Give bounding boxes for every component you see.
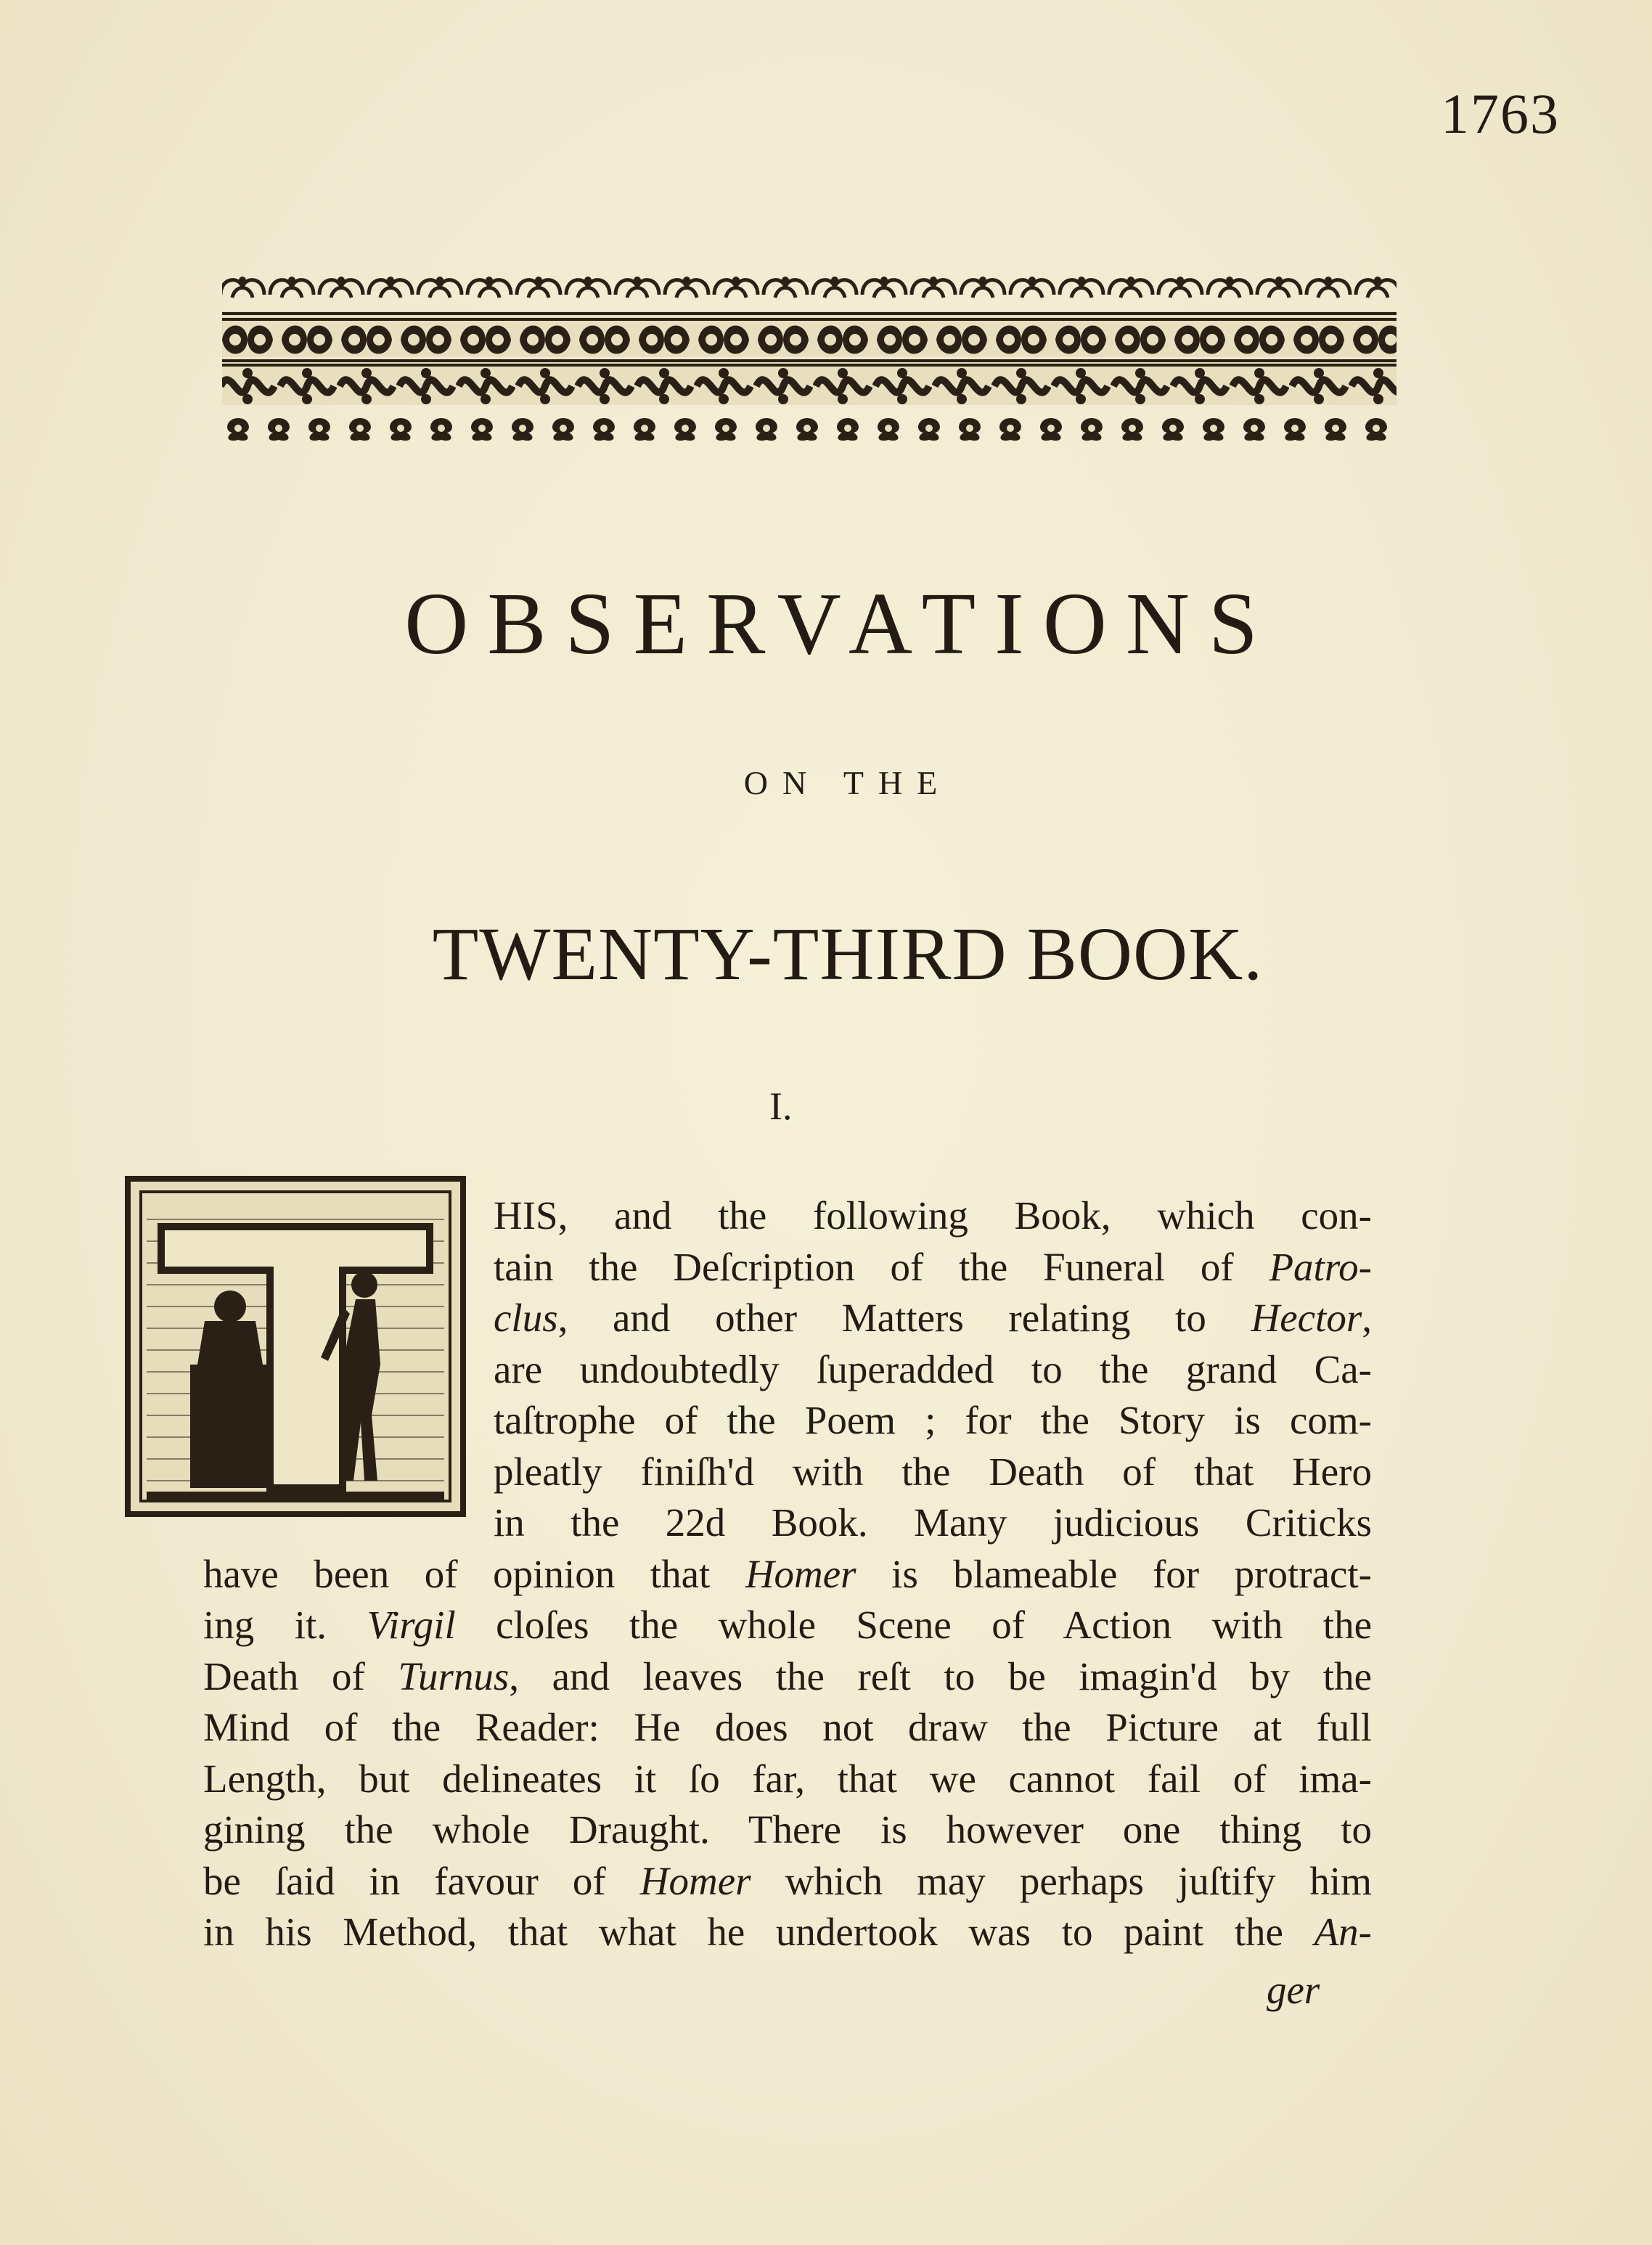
- section-number: I.: [769, 1084, 793, 1128]
- text-line: Death of Turnus, and leaves the reſt to be imagin'd by the: [203, 1653, 1372, 1698]
- body-paragraph: [203, 1190, 1372, 1958]
- decorative-headpiece: [218, 270, 1401, 444]
- text-line: tain the Deſcription of the Funeral of Patro-: [494, 1244, 1372, 1289]
- text-line: ing it. Virgil cloſes the whole Scene of Action with the: [203, 1603, 1372, 1647]
- text-line: in the 22d Book. Many judicious Criticks: [494, 1500, 1372, 1545]
- catchword: ger: [1267, 1968, 1320, 2012]
- text-line: in his Method, that what he undertook was to paint the An-: [203, 1910, 1372, 1954]
- text-line: have been of opinion that Homer is blameable for protract-: [203, 1551, 1372, 1596]
- text-line: be ſaid in favour of Homer which may perhaps juſtify him: [203, 1858, 1372, 1903]
- page-number: 1763: [1441, 82, 1560, 145]
- text-line: are undoubtedly ſuperadded to the grand Ca-: [494, 1346, 1372, 1391]
- text-line: taſtrophe of the Poem ; for the Story is com-: [494, 1398, 1372, 1442]
- title-connector: ON THE: [743, 764, 952, 801]
- main-title: OBSERVATIONS: [404, 575, 1277, 673]
- text-line: clus, and other Matters relating to Hector,: [494, 1296, 1372, 1340]
- text-line: pleatly finiſh'd with the Death of that Hero: [494, 1449, 1372, 1494]
- text-line: gining the whole Draught. There is however one thing to: [203, 1807, 1372, 1852]
- text-line: HIS, and the following Book, which con-: [494, 1193, 1372, 1238]
- book-title: TWENTY-THIRD BOOK.: [432, 912, 1264, 996]
- text-line: Mind of the Reader: He does not draw the Picture at full: [203, 1705, 1372, 1749]
- text-line: Length, but delineates it ſo far, that we cannot fail of ima-: [203, 1756, 1372, 1801]
